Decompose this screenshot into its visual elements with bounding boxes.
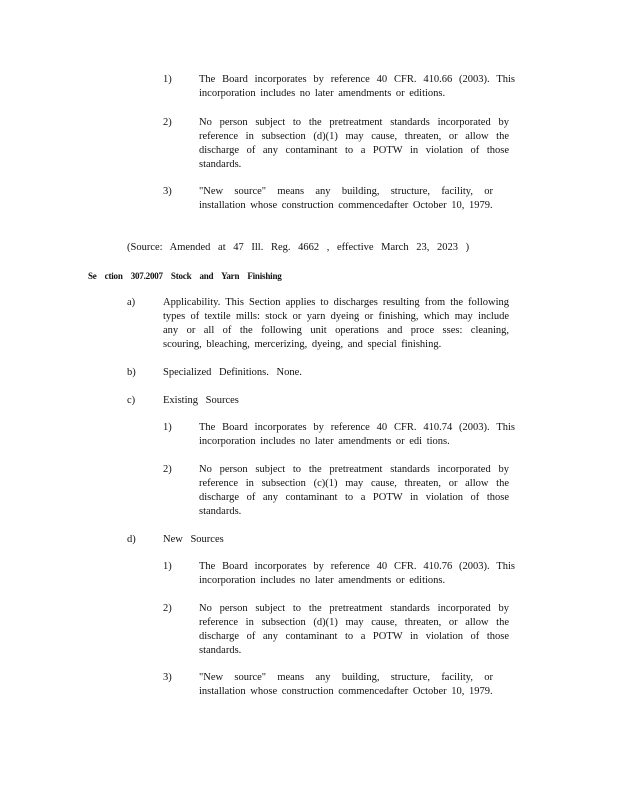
item-number: 1) bbox=[163, 422, 172, 433]
item-text: No person subject to the pretreatment standards incorporated by reference in subsection (c)(1) may cause, threaten, or allow the discharge of any contaminant to a POTW in violation of those standards. bbox=[199, 464, 509, 517]
item-number: 1) bbox=[163, 561, 172, 572]
item-text: "New source" means any building, structure, facility, or installation whose construction commencedafter October 10, 1979. bbox=[199, 186, 493, 211]
item-number: 3) bbox=[163, 186, 172, 197]
item-number: 2) bbox=[163, 603, 172, 614]
section-heading: Se ction 307.2007 Stock and Yarn Finishing bbox=[88, 271, 282, 281]
item-text: Specialized Definitions. None. bbox=[163, 367, 302, 378]
item-text: The Board incorporates by reference 40 CFR. 410.76 (2003). This incorporation includes no later amendments or editions. bbox=[199, 561, 515, 586]
item-text: New Sources bbox=[163, 534, 224, 545]
source-note: (Source: Amended at 47 Ill. Reg. 4662 , effective March 23, 2023 ) bbox=[127, 242, 470, 253]
item-text: Applicability. This Section applies to discharges resulting from the following types of textile mills: stock or yarn dyeing or finishing, which may include any or all of the following unit operations and proce sses: cleaning, scouring, bleaching, mercerizing, dyeing, and special finishing. bbox=[163, 297, 509, 350]
item-number: 2) bbox=[163, 117, 172, 128]
item-text: The Board incorporates by reference 40 CFR. 410.66 (2003). This incorporation includes no later amendments or editions. bbox=[199, 74, 515, 99]
item-number: 1) bbox=[163, 74, 172, 85]
item-number: c) bbox=[127, 395, 136, 406]
item-number: b) bbox=[127, 367, 136, 378]
item-number: 2) bbox=[163, 464, 172, 475]
item-text: No person subject to the pretreatment standards incorporated by reference in subsection (d)(1) may cause, threaten, or allow the discharge of any contaminant to a POTW in violation of those standards. bbox=[199, 117, 509, 170]
item-text: No person subject to the pretreatment standards incorporated by reference in subsection (d)(1) may cause, threaten, or allow the discharge of any contaminant to a POTW in violation of those standards. bbox=[199, 603, 509, 656]
item-number: a) bbox=[127, 297, 136, 308]
item-text: The Board incorporates by reference 40 CFR. 410.74 (2003). This incorporation includes no later amendments or edi tions. bbox=[199, 422, 515, 447]
item-number: 3) bbox=[163, 672, 172, 683]
item-number: d) bbox=[127, 534, 136, 545]
item-text: "New source" means any building, structure, facility, or installation whose construction commencedafter October 10, 1979. bbox=[199, 672, 493, 697]
item-text: Existing Sources bbox=[163, 395, 239, 406]
